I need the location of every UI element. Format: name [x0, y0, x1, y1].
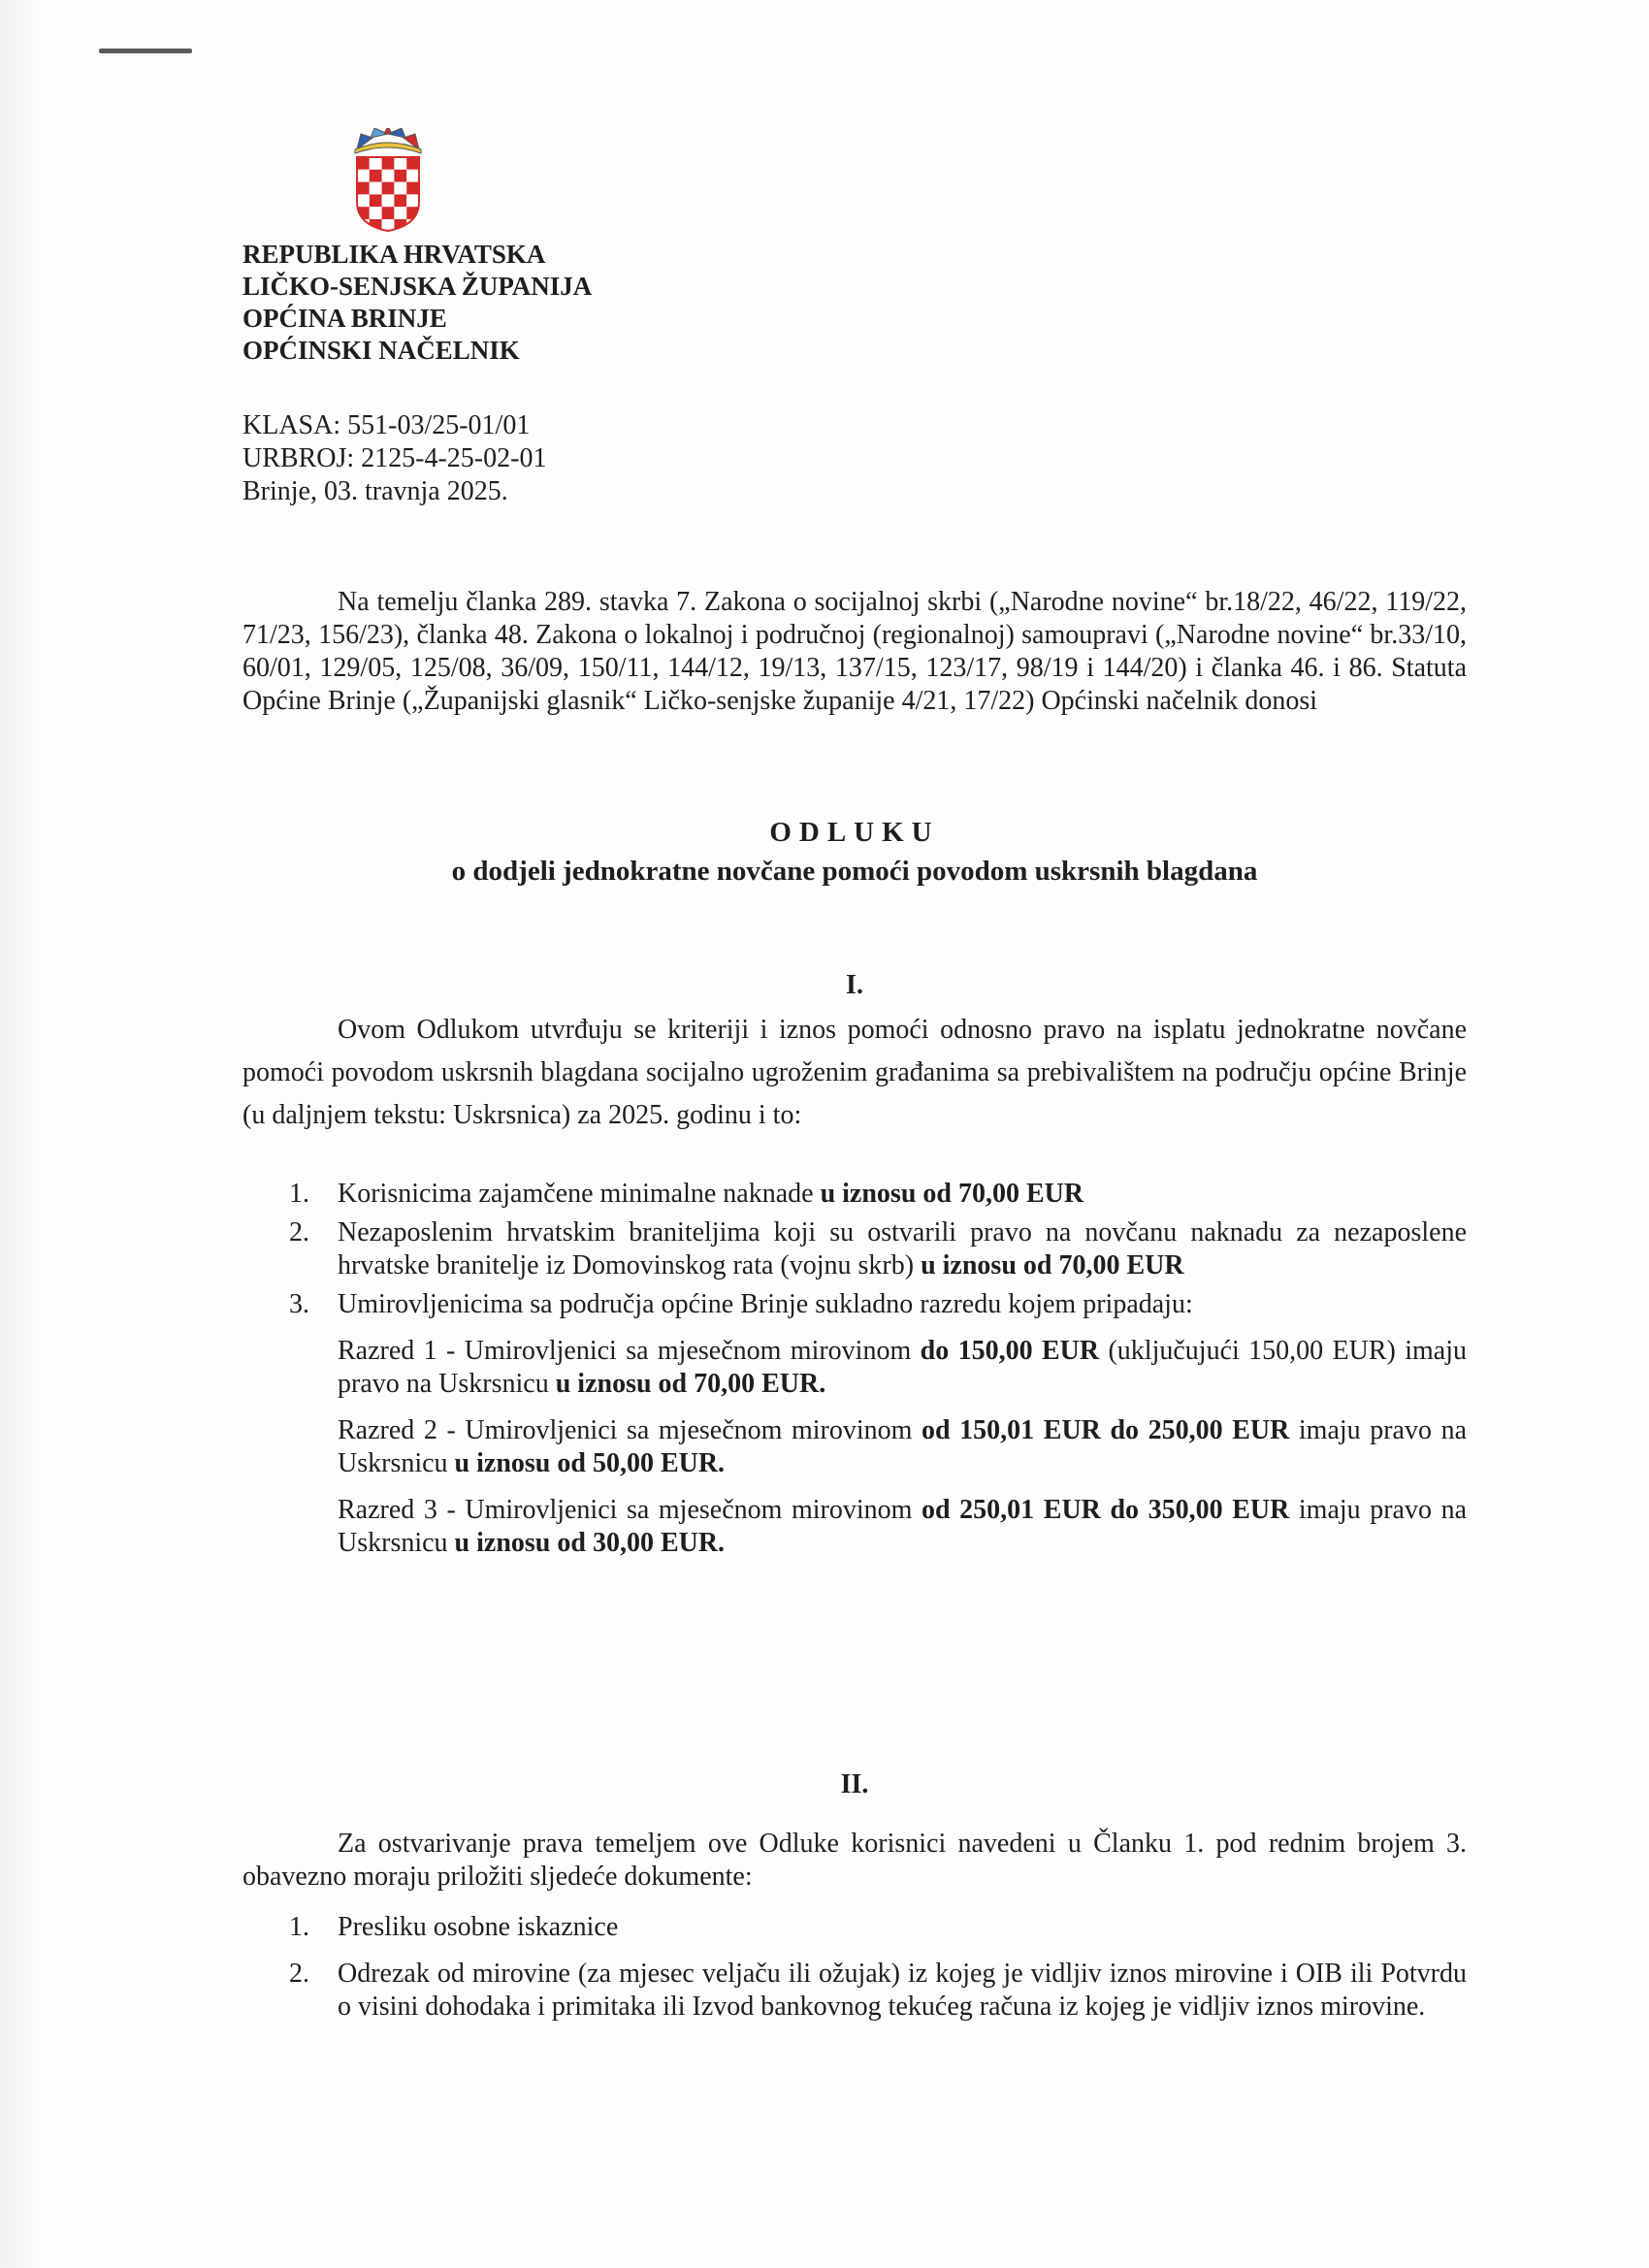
issuer-header	[242, 239, 592, 367]
list-item	[242, 1288, 1467, 1560]
checker-square	[357, 194, 370, 207]
checker-square	[370, 182, 382, 195]
document-meta	[242, 409, 546, 508]
razred-3	[338, 1494, 1467, 1560]
list-number: 1.	[289, 1179, 309, 1209]
checker-square	[382, 170, 395, 182]
section-2-intro: Za ostvarivanje prava temeljem ove Odluke korisnici navedeni u Članku 1. pod rednim brojem 3. obavezno moraju priložiti sljedeće dokumente:	[242, 1829, 1467, 1892]
scan-edge-shadow	[0, 0, 45, 2268]
document-subtitle: o dodjeli jednokratne novčane pomoći povodom uskrsnih blagdana	[451, 856, 1258, 887]
list-amount: u iznosu od 70,00 EUR	[921, 1250, 1184, 1280]
checker-square	[406, 182, 419, 195]
checker-square	[382, 157, 395, 170]
checker-square	[370, 207, 382, 219]
list-number: 2.	[289, 1959, 309, 1989]
checker-square	[394, 194, 406, 207]
razred-range: od 150,01 EUR do 250,00 EUR	[922, 1415, 1290, 1445]
razred-text: Razred 1 - Umirovljenici sa mjesečnom mirovinom	[338, 1336, 921, 1366]
razred-range: do 150,00 EUR	[920, 1336, 1100, 1366]
document-date: Brinje, 03. travnja 2025.	[242, 476, 508, 506]
checker-square	[406, 170, 419, 182]
razred-amount: u iznosu od 70,00 EUR.	[555, 1369, 826, 1399]
checker-square	[382, 182, 395, 195]
list-number: 3.	[289, 1289, 309, 1319]
klasa: KLASA: 551-03/25-01/01	[242, 410, 531, 440]
section-2-heading: II.	[840, 1769, 869, 1799]
urbroj: URBROJ: 2125-4-25-02-01	[242, 443, 547, 473]
section-1-list	[242, 1178, 1467, 1560]
checker-square	[394, 207, 406, 219]
section-2-list	[242, 1911, 1467, 2024]
checker-square	[382, 207, 395, 219]
razred-text: Razred 2 - Umirovljenici sa mjesečnom mirovinom	[338, 1415, 922, 1445]
list-item	[242, 1911, 1467, 1944]
checker-square	[357, 157, 370, 170]
checker-square	[357, 170, 370, 182]
checker-square	[357, 219, 370, 232]
coat-of-arms-icon	[351, 128, 425, 233]
checker-square	[370, 194, 382, 207]
list-item	[242, 1958, 1467, 2024]
section-1-heading: I.	[846, 970, 863, 1000]
preamble: Na temelju članka 289. stavka 7. Zakona o socijalnoj skrbi („Narodne novine“ br.18/22, 46/22, 119/22, 71/23, 156/23), članka 48. Zakona o lokalnoj i područnoj (regionalnoj) samoupravi („Narodne novine“ br.33/10, 60/01, 129/05, 125/08, 36/09, 150/11, 144/12, 19/13, 137/15, 123/17, 98/19 i 144/20) i članka 46. i 86. Statuta Općine Brinje („Županijski glasnik“ Ličko-senjske županije 4/21, 17/22) Općinski načelnik donosi	[242, 587, 1467, 716]
header-republic: REPUBLIKA HRVATSKA	[242, 240, 546, 269]
list-item	[242, 1216, 1467, 1282]
section-1-intro: Ovom Odlukom utvrđuju se kriteriji i iznos pomoći odnosno pravo na isplatu jednokratne novčane pomoći povodom uskrsnih blagdana socijalno ugroženim građanima sa prebivalištem na području općine Brinje (u daljnjem tekstu: Uskrsnica) za 2025. godinu i to:	[242, 1015, 1467, 1130]
list-amount: u iznosu od 70,00 EUR	[820, 1179, 1084, 1209]
checker-square	[394, 170, 406, 182]
document-title: ODLUKU	[769, 817, 940, 848]
checker-square	[394, 182, 406, 195]
checker-square	[370, 157, 382, 170]
checker-square	[406, 194, 419, 207]
header-municipality: OPĆINA BRINJE	[242, 304, 447, 333]
checker-square	[406, 157, 419, 170]
list-item	[242, 1178, 1467, 1211]
razred-text: imaju pravo na Uskrsnicu	[338, 1415, 1467, 1478]
razred-amount: u iznosu od 30,00 EUR.	[454, 1528, 726, 1558]
razred-range: od 250,01 EUR do 350,00 EUR	[922, 1495, 1290, 1525]
checker-square	[406, 219, 419, 232]
razred-amount: u iznosu od 50,00 EUR.	[454, 1448, 726, 1478]
scan-mark	[99, 49, 192, 53]
list-text: Umirovljenicima sa područja općine Brinje sukladno razredu kojem pripadaju:	[338, 1289, 1193, 1319]
razred-text: Razred 3 - Umirovljenici sa mjesečnom mirovinom	[338, 1495, 922, 1525]
checker-square	[370, 170, 382, 182]
header-mayor: OPĆINSKI NAČELNIK	[242, 336, 520, 365]
checker-square	[394, 157, 406, 170]
razred-text: imaju pravo na Uskrsnicu	[338, 1495, 1467, 1558]
checker-square	[382, 194, 395, 207]
razred-1	[338, 1335, 1467, 1401]
header-county: LIČKO-SENJSKA ŽUPANIJA	[242, 272, 593, 301]
list-text: Odrezak od mirovine (za mjesec veljaču ili ožujak) iz kojeg je vidljiv iznos mirovine i OIB ili Potvrdu o visini dohodaka i primitaka ili Izvod bankovnog tekućeg računa iz kojeg je vidljiv iznos mirovine.	[338, 1959, 1467, 2022]
list-text: Korisnicima zajamčene minimalne naknade	[338, 1179, 821, 1209]
razred-text: (uključujući 150,00 EUR) imaju pravo na Uskrsnicu	[338, 1336, 1467, 1399]
list-text: Nezaposlenim hrvatskim braniteljima koji su ostvarili pravo na novčanu naknadu za nezaposlene hrvatske branitelje iz Domovinskog rata (vojnu skrb)	[338, 1217, 1467, 1280]
razred-2	[338, 1414, 1467, 1480]
checker-square	[357, 182, 370, 195]
list-number: 2.	[289, 1217, 309, 1247]
list-text: Presliku osobne iskaznice	[338, 1912, 619, 1942]
list-number: 1.	[289, 1912, 309, 1942]
